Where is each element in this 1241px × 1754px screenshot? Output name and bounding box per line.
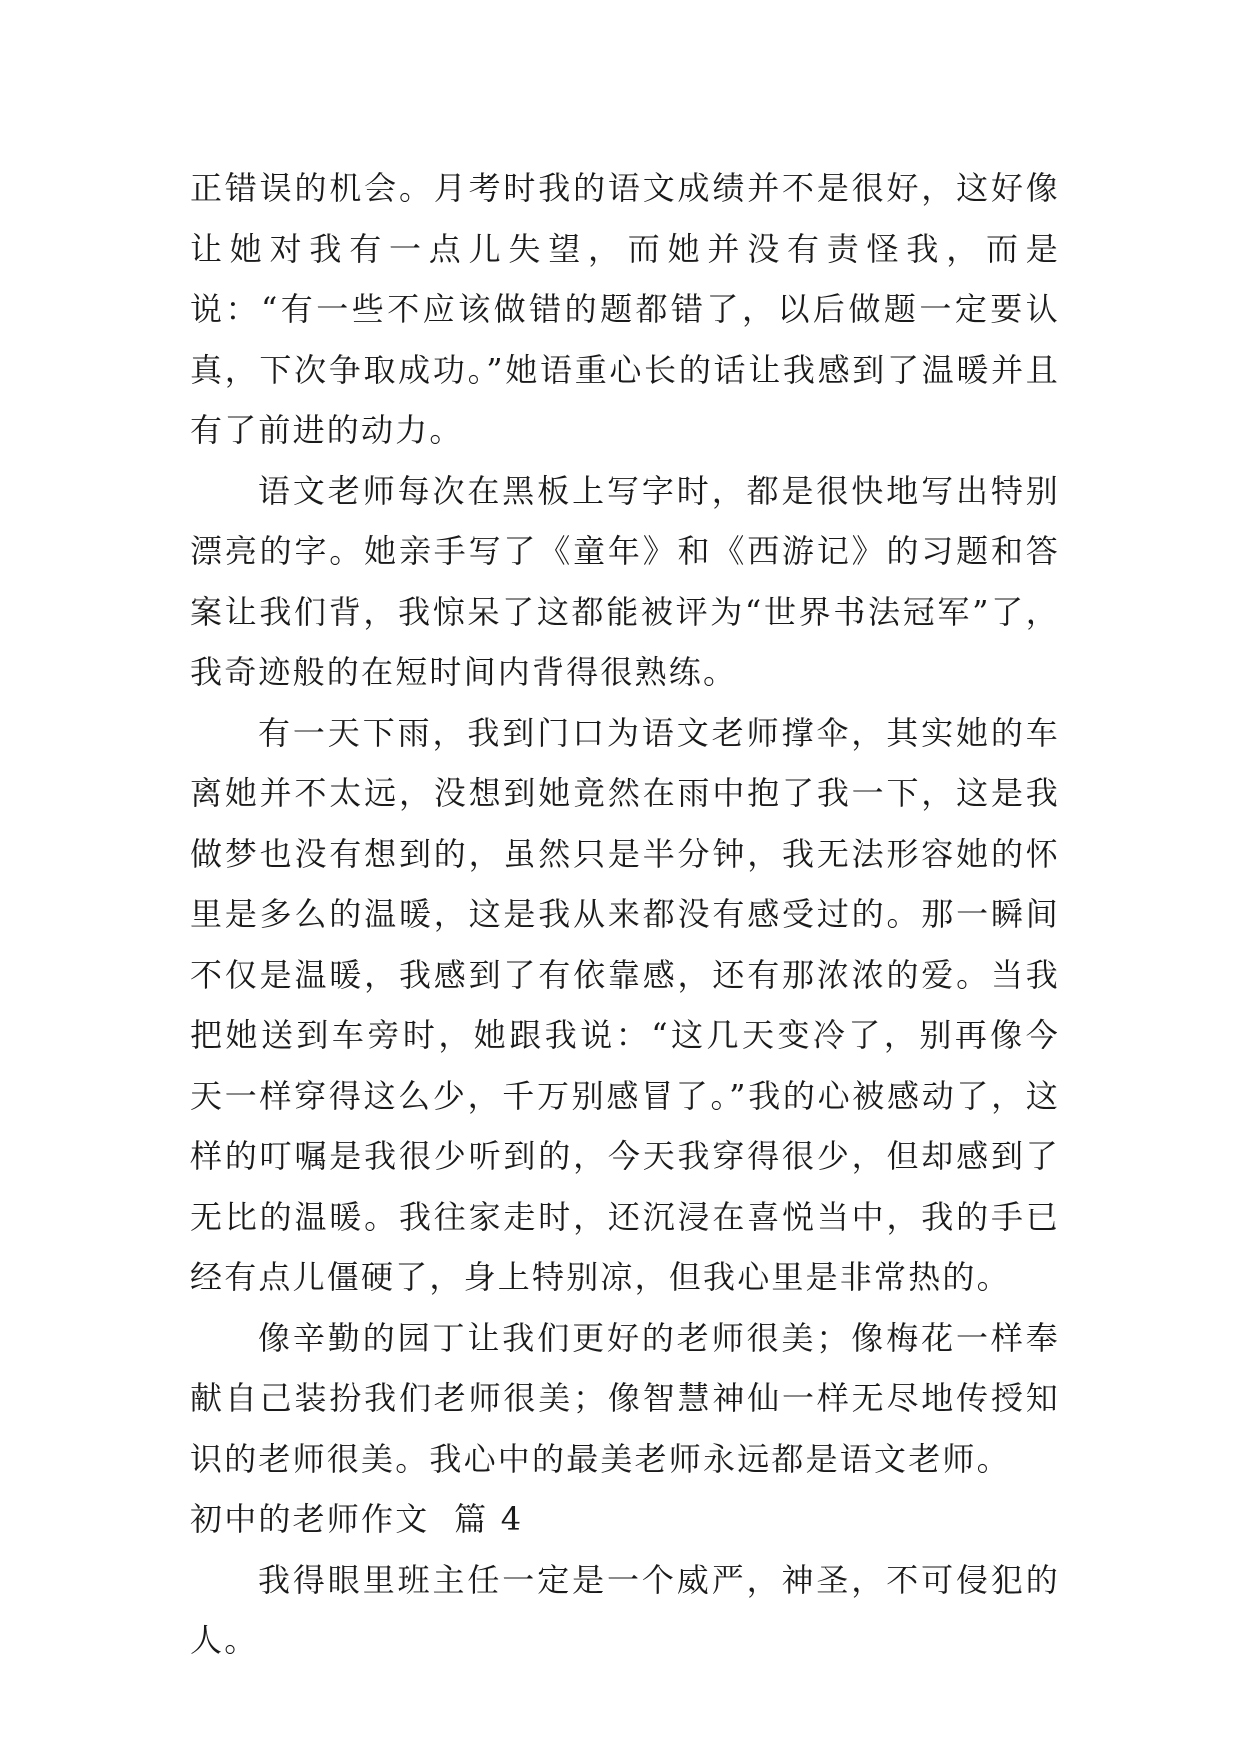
paragraph-1: 正错误的机会。月考时我的语文成绩并不是很好，这好像让她对我有一点儿失望，而她并没有责怪我，而是说：“有一些不应该做错的题都错了，以后做题一定要认真，下次争取成功。”她语重心长的话让我感到了温暖并且有了前进的动力。 bbox=[190, 169, 1060, 449]
paragraph-5: 我得眼里班主任一定是一个威严，神圣，不可侵犯的人。 bbox=[190, 1560, 1060, 1659]
paragraph-2: 语文老师每次在黑板上写字时，都是很快地写出特别漂亮的字。她亲手写了《童年》和《西游记》的习题和答案让我们背，我惊呆了这都能被评为“世界书法冠军”了，我奇迹般的在短时间内背得很熟练。 bbox=[190, 471, 1060, 691]
paragraph-4: 像辛勤的园丁让我们更好的老师很美；像梅花一样奉献自己装扮我们老师很美；像智慧神仙一样无尽地传授知识的老师很美。我心中的最美老师永远都是语文老师。 bbox=[190, 1318, 1060, 1478]
section-heading: 初中的老师作文 篇 4 bbox=[190, 1500, 524, 1538]
paragraph-3: 有一天下雨，我到门口为语文老师撑伞，其实她的车离她并不太远，没想到她竟然在雨中抱了我一下，这是我做梦也没有想到的，虽然只是半分钟，我无法形容她的怀里是多么的温暖，这是我从来都没有感受过的。那一瞬间不仅是温暖，我感到了有依靠感，还有那浓浓的爱。当我把她送到车旁时，她跟我说：“这几天变冷了，别再像今天一样穿得这么少，千万别感冒了。”我的心被感动了，这样的叮嘱是我很少听到的，今天我穿得很少，但却感到了无比的温暖。我往家走时，还沉浸在喜悦当中，我的手已经有点儿僵硬了，身上特别凉，但我心里是非常热的。 bbox=[190, 713, 1060, 1296]
document-page bbox=[190, 158, 1060, 1671]
